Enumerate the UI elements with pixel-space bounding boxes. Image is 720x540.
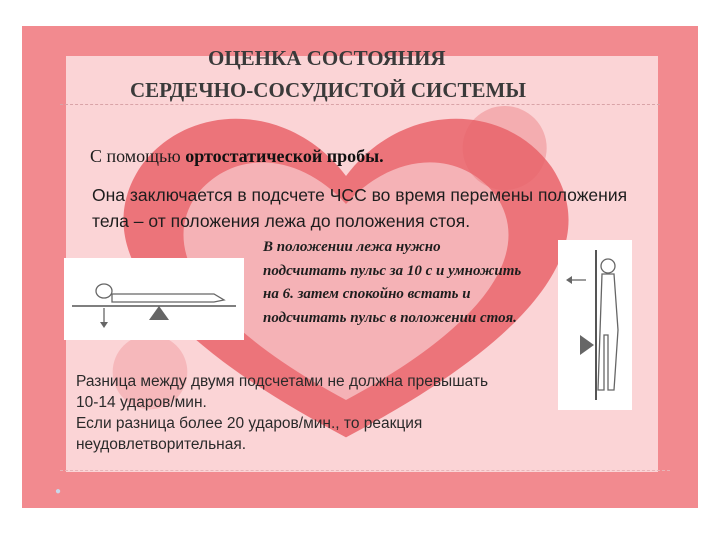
intro-prefix: С помощью <box>90 146 186 166</box>
intro-line <box>90 146 384 167</box>
conclusion-text <box>76 371 636 455</box>
conclusion-line: Разница между двумя подсчетами не должна превышать <box>76 373 489 390</box>
lying-figure-illustration <box>64 258 244 340</box>
bullet-marker-icon: ● <box>55 486 62 497</box>
slide-title-line-1: ОЦЕНКА СОСТОЯНИЯ <box>208 46 446 70</box>
title-separator <box>60 104 660 105</box>
conclusion-line: неудовлетворительная. <box>76 436 247 453</box>
lying-person-icon <box>64 258 244 340</box>
intro-bold: ортостатической пробы. <box>185 146 384 166</box>
description-paragraph: Она заключается в подсчете ЧСС во время перемены положения тела – от положения лежа до положения стоя. <box>92 185 628 231</box>
conclusion-line: 10-14 ударов/мин. <box>76 394 207 411</box>
conclusion-line: Если разница более 20 ударов/мин., то реакция <box>76 415 423 432</box>
slide-title-line-2: СЕРДЕЧНО-СОСУДИСТОЙ СИСТЕМЫ <box>130 78 526 102</box>
bottom-separator <box>60 470 670 471</box>
instruction-text: В положении лежа нужно подсчитать пульс за 10 с и умножить на 6. затем спокойно встать и подсчитать пульс в положении стоя. <box>263 239 522 326</box>
